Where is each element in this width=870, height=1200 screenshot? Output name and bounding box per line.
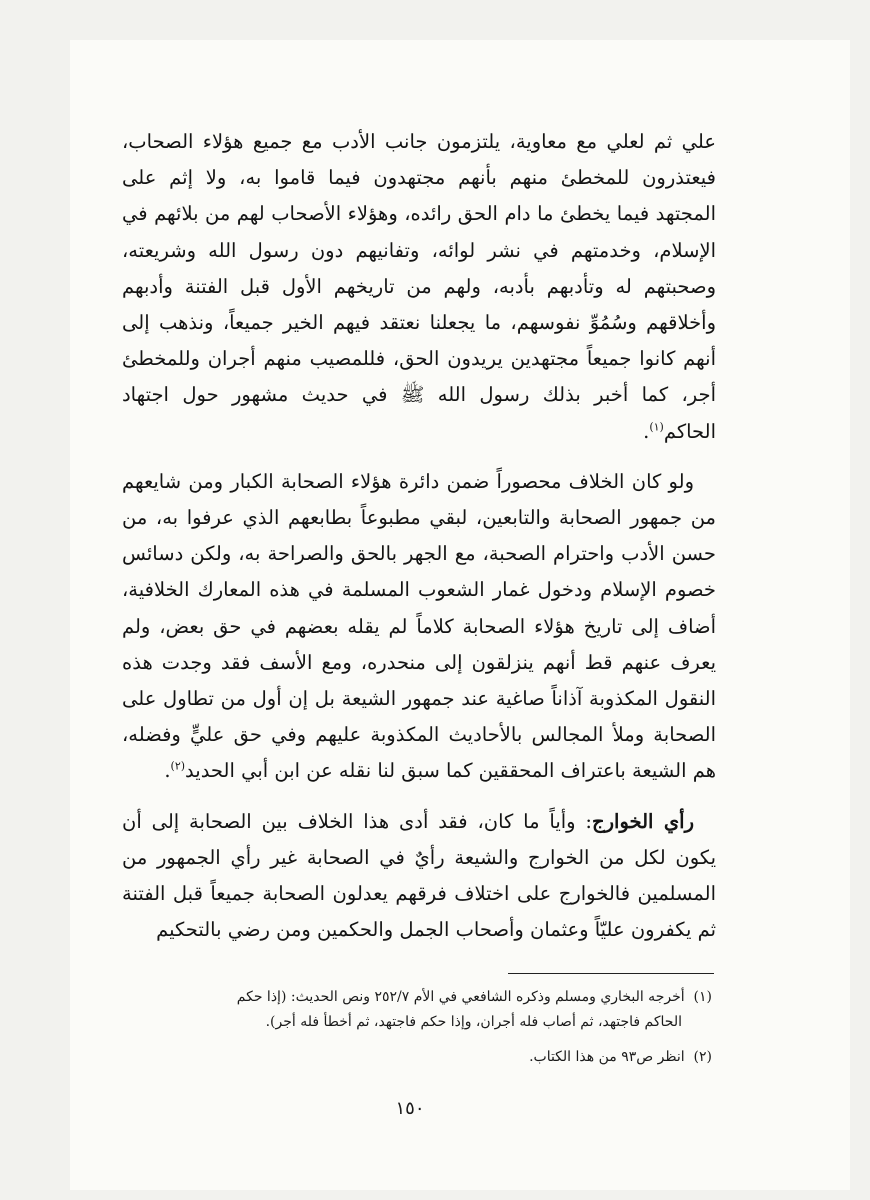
footnote-separator: [508, 973, 714, 974]
paragraph-3: [122, 804, 716, 949]
footnote-2-marker: (٢): [693, 1049, 712, 1065]
section-heading-khawarij: رأي الخوارج: [592, 809, 694, 833]
footnote-2: [150, 1045, 712, 1070]
footnote-1-text: أخرجه البخاري ومسلم وذكره الشافعي في الأم ٢٥٢/٧ ونص الحديث: (إذا حكم: [236, 989, 685, 1005]
footnote-1: [150, 985, 712, 1035]
body-text: [122, 124, 716, 948]
paragraph-2: [122, 464, 716, 790]
paragraph-3-text: : وأياً ما كان، فقد أدى هذا الخلاف بين الصحابة إلى أن يكون لكل من الخوارج والشيعة رأيٌ في الصحابة غير رأي الجمهور من المسلمين فالخوارج على اختلاف فرقهم يعدلون الصحابة جميعاً قبل الفتنة ثم يكفرون عليّاً وعثمان وأصحاب الجمل والحكمين ومن رضي بالتحكيم: [122, 809, 716, 942]
page-number: ١٥٠: [395, 1098, 425, 1119]
paragraph-1: [122, 124, 716, 450]
footnote-ref-1[interactable]: (١): [649, 420, 664, 434]
footnote-1-text-continued: الحاكم فاجتهد، ثم أصاب فله أجران، وإذا حكم فاجتهد، ثم أخطأ فله أجر).: [265, 1014, 682, 1030]
footnote-1-marker: (١): [693, 989, 712, 1005]
footnote-ref-2[interactable]: (٢): [170, 759, 186, 773]
footnote-2-text: انظر ص٩٣ من هذا الكتاب.: [529, 1049, 685, 1065]
paragraph-2-end: .: [164, 759, 171, 783]
paragraph-1-end: .: [643, 419, 650, 443]
paragraph-1-text: علي ثم لعلي مع معاوية، يلتزمون جانب الأدب مع جميع هؤلاء الصحاب، فيعتذرون للمخطئ منهم بأنهم مجتهدون فيما قاموا به، ولا إثم على المجتهد فيما يخطئ ما دام الحق رائده، وهؤلاء الأصحاب لهم من بلائهم في الإسلام، وخدمتهم في نشر لوائه، وتفانيهم دون رسول الله وشريعته، وصحبتهم له وتأدبهم بأدبه، ولهم من تاريخهم الأول قبل الفتنة وأدبهم وأخلاقهم وسُمُوِّ نفوسهم، ما يجعلنا نعتقد فيهم الخير جميعاً، ونذهب إلى أنهم كانوا جميعاً مجتهدين يريدون الحق، فللمصيب منهم أجران وللمخطئ أجر، كما أخبر بذلك رسول الله ﷺ في حديث مشهور حول اجتهاد الحاكم: [122, 130, 716, 443]
footnotes: [150, 985, 712, 1080]
paragraph-2-text: ولو كان الخلاف محصوراً ضمن دائرة هؤلاء الصحابة الكبار ومن شايعهم من جمهور الصحابة والتابعين، لبقي مطبوعاً بطابعهم الذي عرفوا به، من حسن الأدب واحترام الصحبة، مع الجهر بالحق والصراحة به، ولكن دسائس خصوم الإسلام ودخول غمار الشعوب المسلمة في هذه المعارك الخلافية، أضاف إلى تاريخ هؤلاء الصحابة كلاماً لم يقله بعضهم في حق بعض، ولم يعرف عنهم قط أنهم ينزلقون إلى منحدره، ومع الأسف فقد وجدت هذه النقول المكذوبة آذاناً صاغية عند جمهور الشيعة بل إن أول من تطاول على الصحابة وملأ المجالس بالأحاديث المكذوبة عليهم وفي حق عليٍّ وفضله، هم الشيعة باعتراف المحققين كما سبق لنا نقله عن ابن أبي الحديد: [122, 469, 716, 783]
